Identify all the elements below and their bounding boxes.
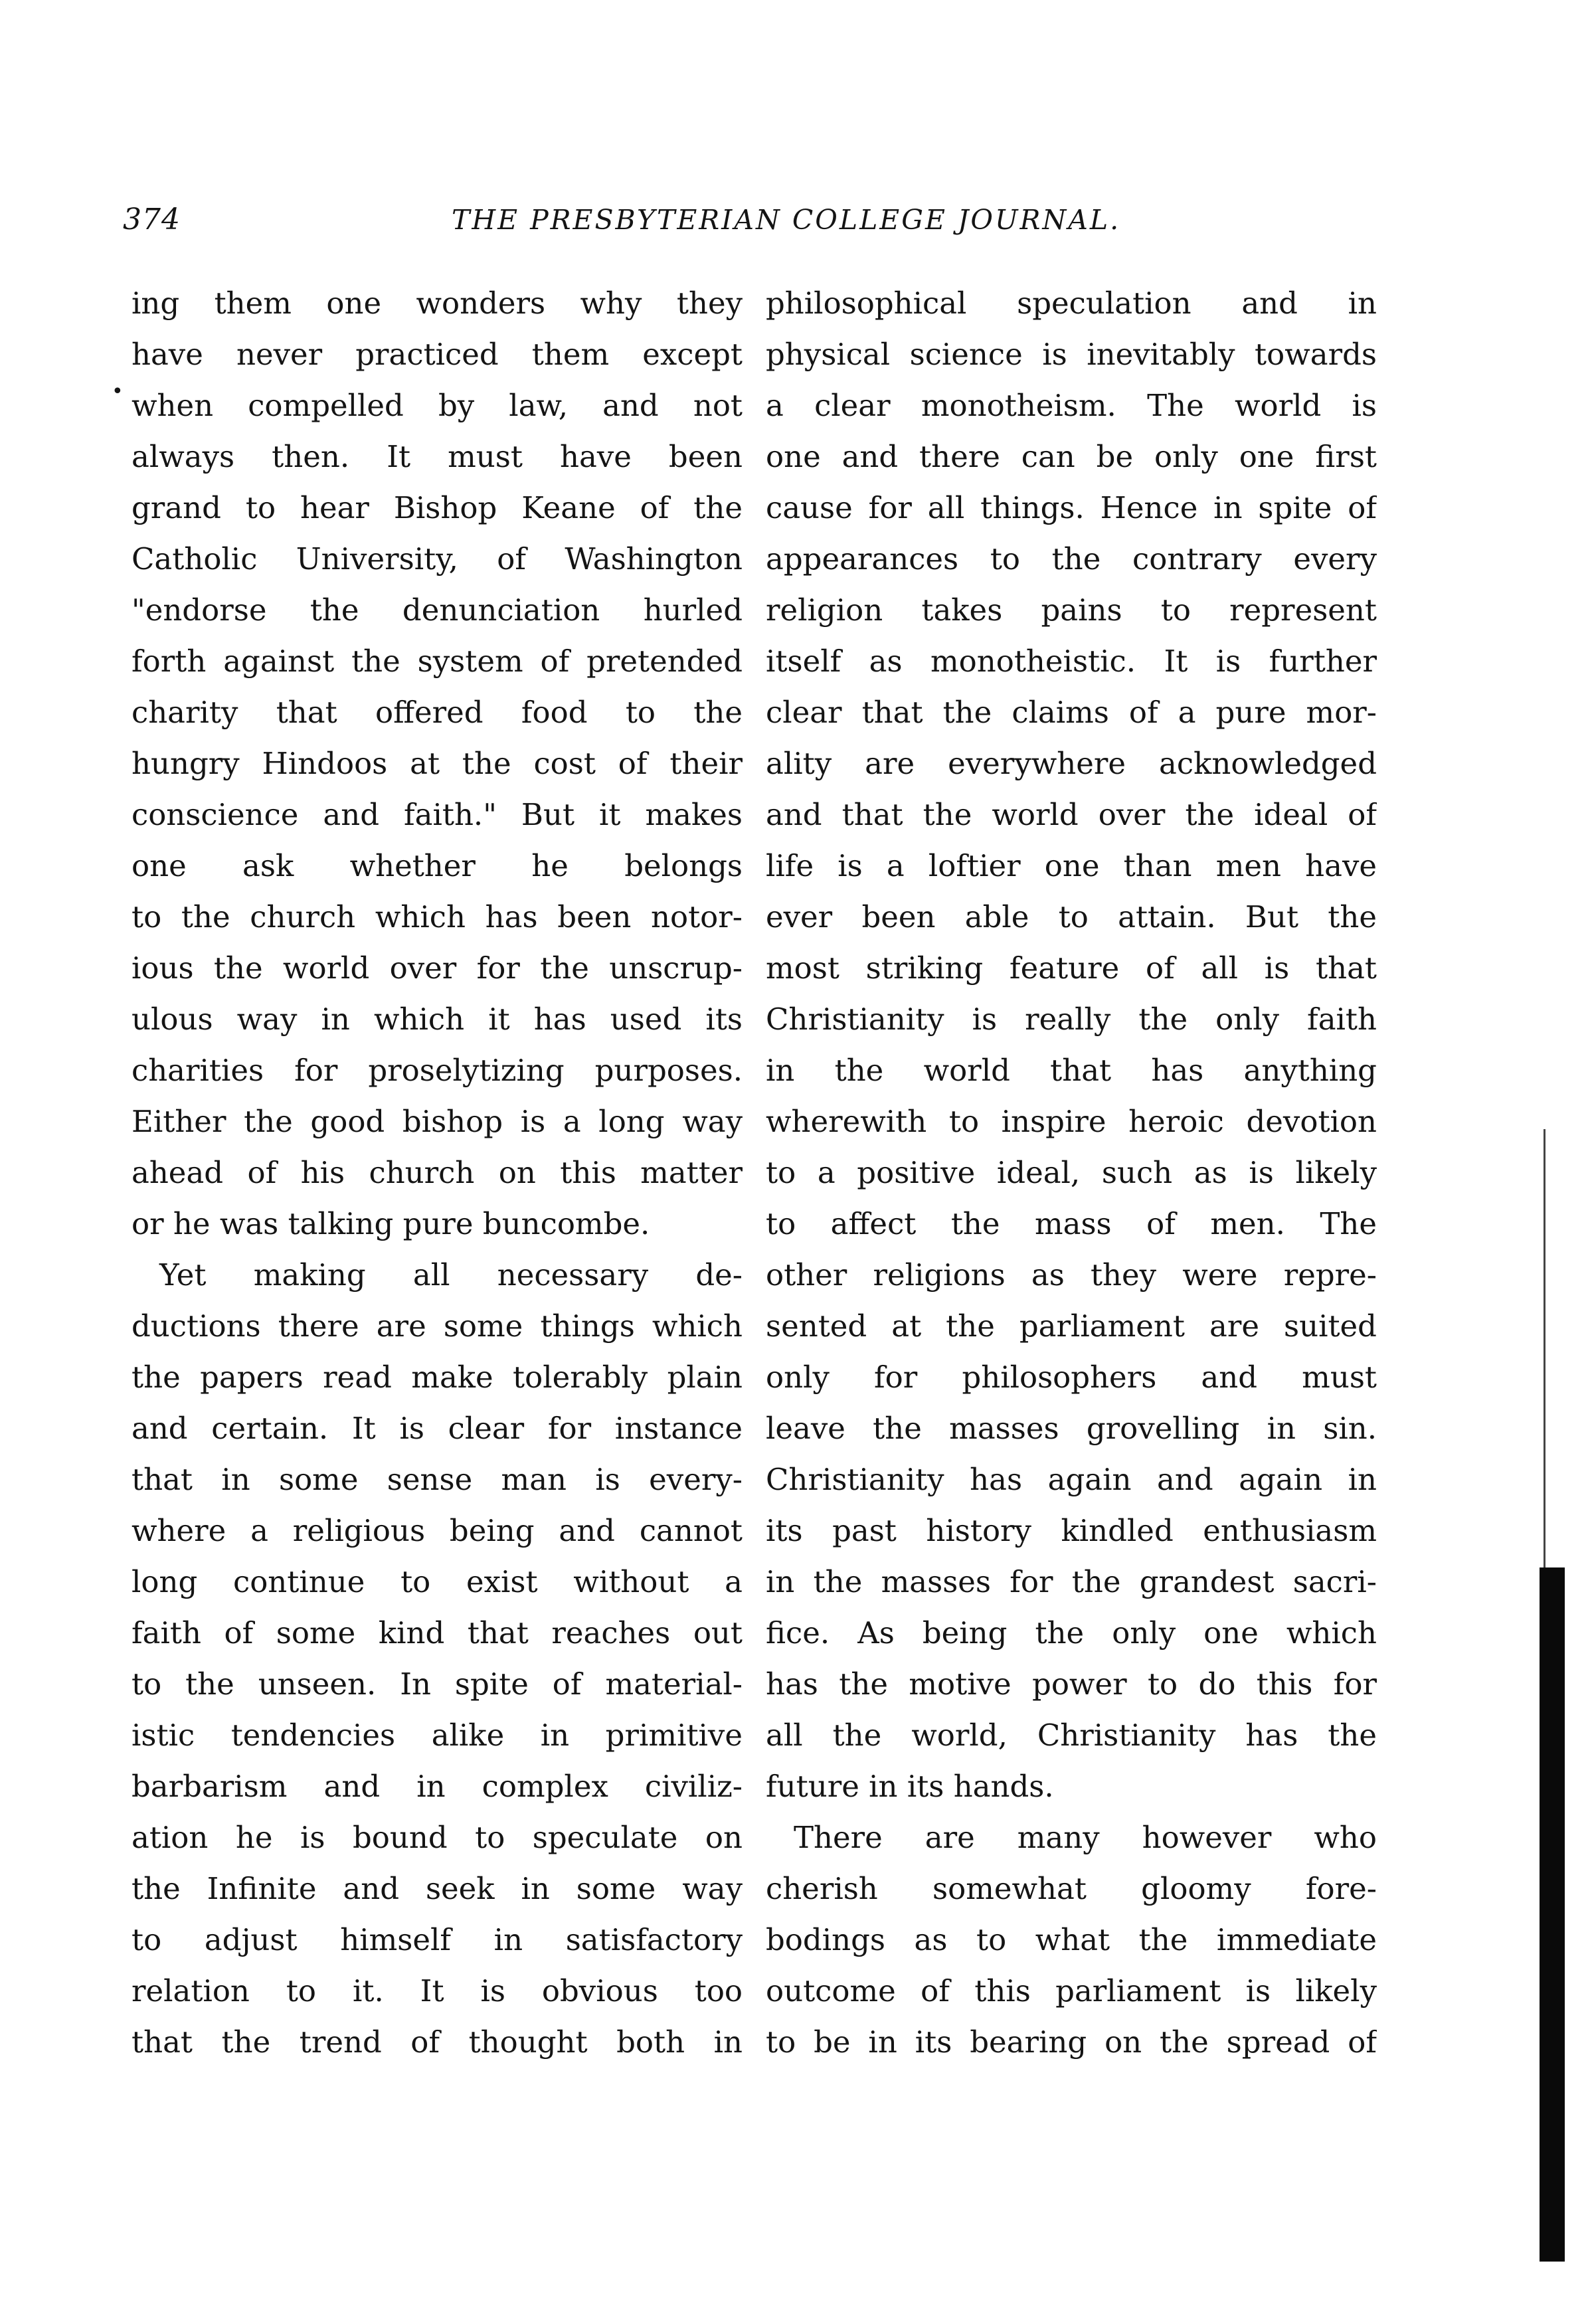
text-line: conscience and faith." But it makes	[132, 797, 743, 832]
text-line: ahead of his church on this matter	[132, 1155, 743, 1190]
text-line: has the motive power to do this for	[766, 1666, 1377, 1702]
text-line: and certain. It is clear for instance	[132, 1411, 743, 1446]
text-line: bodings as to what the immediate	[766, 1922, 1377, 1957]
text-line: to adjust himself in satisfactory	[132, 1922, 743, 1957]
text-line: "endorse the denunciation hurled	[132, 592, 743, 628]
text-line: cause for all things. Hence in spite of	[766, 490, 1377, 525]
scan-edge-line	[1544, 1129, 1545, 1567]
text-line: appearances to the contrary every	[766, 541, 1377, 577]
text-line: ductions there are some things which	[132, 1308, 743, 1344]
text-line: ulous way in which it has used its	[132, 1002, 743, 1037]
left-column	[132, 278, 743, 2068]
text-line: charity that offered food to the	[132, 695, 743, 730]
text-line: itself as monotheistic. It is further	[766, 644, 1377, 679]
text-line: one and there can be only one first	[766, 439, 1377, 474]
text-line: forth against the system of pretended	[132, 644, 743, 679]
text-line: hungry Hindoos at the cost of their	[132, 746, 743, 781]
text-line: leave the masses grovelling in sin.	[766, 1411, 1377, 1446]
text-line: physical science is inevitably towards	[766, 337, 1377, 372]
text-line: other religions as they were repre-	[766, 1257, 1377, 1293]
text-line: wherewith to inspire heroic devotion	[766, 1104, 1377, 1139]
paragraph-start-line: There are many however who	[794, 1820, 1377, 1855]
text-line: long continue to exist without a	[132, 1564, 743, 1599]
text-line: its past history kindled enthusiasm	[766, 1513, 1377, 1548]
text-line: ious the world over for the unscrup-	[132, 950, 743, 986]
text-line: ing them one wonders why they	[132, 286, 743, 321]
paragraph-start-line: Yet making all necessary de-	[159, 1257, 743, 1293]
text-line: fice. As being the only one which	[766, 1615, 1377, 1651]
text-line: sented at the parliament are suited	[766, 1308, 1377, 1344]
text-line: all the world, Christianity has the	[766, 1718, 1377, 1753]
text-line: the Infinite and seek in some way	[132, 1871, 743, 1906]
text-line: to the unseen. In spite of material-	[132, 1666, 743, 1702]
text-line: ation he is bound to speculate on	[132, 1820, 743, 1855]
page-header	[123, 203, 1146, 242]
text-line: religion takes pains to represent	[766, 592, 1377, 628]
text-line: ality are everywhere acknowledged	[766, 746, 1377, 781]
text-line: most striking feature of all is that	[766, 950, 1377, 986]
text-line: where a religious being and cannot	[132, 1513, 743, 1548]
text-line: charities for proselytizing purposes.	[132, 1053, 743, 1088]
text-line: in the masses for the grandest sacri-	[766, 1564, 1377, 1599]
text-line: philosophical speculation and in	[766, 286, 1377, 321]
text-line: Catholic University, of Washington	[132, 541, 743, 577]
scan-edge-bar	[1540, 1567, 1565, 2262]
text-line: one ask whether he belongs	[132, 848, 743, 883]
text-line: only for philosophers and must	[766, 1360, 1377, 1395]
text-line: to the church which has been notor-	[132, 899, 743, 935]
text-line: that the trend of thought both in	[132, 2024, 743, 2060]
text-line: the papers read make tolerably plain	[132, 1360, 743, 1395]
text-line: have never practiced them except	[132, 337, 743, 372]
text-line: to affect the mass of men. The	[766, 1206, 1377, 1241]
text-line: faith of some kind that reaches out	[132, 1615, 743, 1651]
text-line: in the world that has anything	[766, 1053, 1377, 1088]
text-line: ever been able to attain. But the	[766, 899, 1377, 935]
text-line: and that the world over the ideal of	[766, 797, 1377, 832]
running-title: THE PRESBYTERIAN COLLEGE JOURNAL.	[452, 204, 1121, 236]
text-line: future in its hands.	[766, 1769, 1054, 1804]
text-line: to a positive ideal, such as is likely	[766, 1155, 1377, 1190]
text-line: relation to it. It is obvious too	[132, 1973, 743, 2009]
text-line: outcome of this parliament is likely	[766, 1973, 1377, 2009]
page-number: 374	[123, 203, 181, 236]
text-line: istic tendencies alike in primitive	[132, 1718, 743, 1753]
right-column	[766, 278, 1377, 2068]
text-line: a clear monotheism. The world is	[766, 388, 1377, 423]
text-line: always then. It must have been	[132, 439, 743, 474]
text-line: grand to hear Bishop Keane of the	[132, 490, 743, 525]
text-line: Christianity has again and again in	[766, 1462, 1377, 1497]
text-line: to be in its bearing on the spread of	[766, 2024, 1377, 2060]
text-line: when compelled by law, and not	[132, 388, 743, 423]
text-line: or he was talking pure buncombe.	[132, 1206, 650, 1241]
text-line: Either the good bishop is a long way	[132, 1104, 743, 1139]
text-line: cherish somewhat gloomy fore-	[766, 1871, 1377, 1906]
text-line: that in some sense man is every-	[132, 1462, 743, 1497]
margin-mark: •	[112, 380, 124, 403]
text-line: life is a loftier one than men have	[766, 848, 1377, 883]
text-line: Christianity is really the only faith	[766, 1002, 1377, 1037]
text-line: clear that the claims of a pure mor-	[766, 695, 1377, 730]
text-line: barbarism and in complex civiliz-	[132, 1769, 743, 1804]
